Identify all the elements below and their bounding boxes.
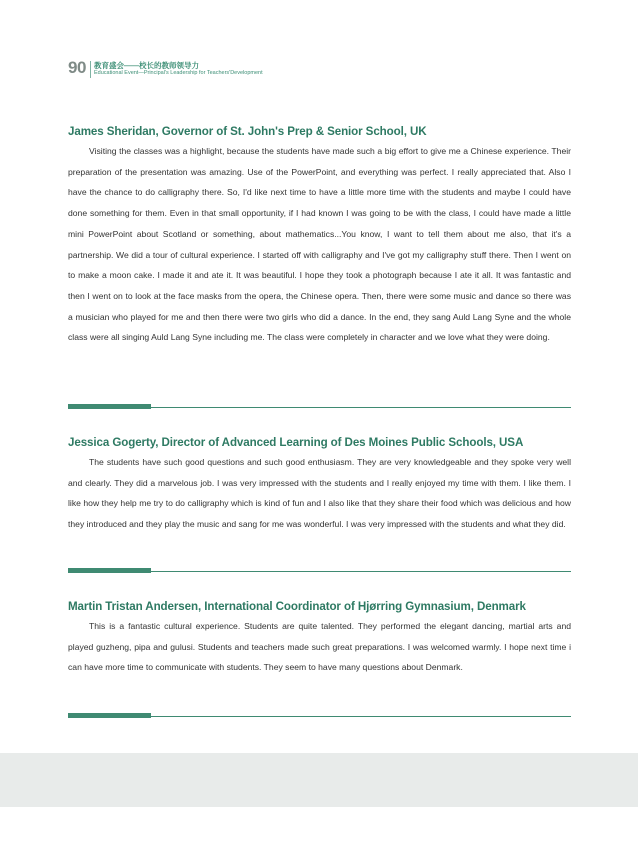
section-heading: Martin Tristan Andersen, International Coordinator of Hjørring Gymnasium, Denmark xyxy=(68,600,526,613)
section-body: Visiting the classes was a highlight, because the students have made such a big effort to give me a Chinese experience. Their preparation of the presentation was amazing. Use of the PowerPoint, and everything was perfect. I really appreciated that. Also I have the chance to do calligraphy there. So, I'd like next time to have a little more time with the students and maybe I could have done something for them. Even in that small opportunity, if I had known I was going to be with the class, I could have made a little mini PowerPoint about Scotland or something, about mathematics...You know, I want to tell them about me also, that it's a partnership. We did a tour of cultural experience. I started off with calligraphy and I've got my calligraphy stuff there. Then I went on to make a moon cake. I made it and ate it. It was beautiful. I hope they took a photograph because I ate it all. It was fantastic and then I went on to look at the face masks from the opera, the Chinese opera. Then, there were some music and dance so there was a musician who played for me and then there were two girls who did a dance. In the end, they sang Auld Lang Syne and the whole class were all singing Auld Lang Syne including me. The class were completely in character and we love what they were doing. xyxy=(68,146,571,343)
testimonial-section-3 xyxy=(68,600,571,678)
page-number: 90 xyxy=(68,58,86,77)
section-body: The students have such good questions and such good enthusiasm. They are very knowledgeable and they spoke very well and clearly. They did a marvelous job. I was very impressed with the students and I really enjoyed my time with them. I like them. I like how they help me try to do calligraphy which is kind of fun and I also like that they share their food which was delicious and how they introduced and they play the music and sang for me was wonderful. I was very impressed with the students and what they did. xyxy=(68,457,571,530)
testimonial-section-2 xyxy=(68,436,571,535)
header-title-cn: 教育盛会——校长的教师领导力 xyxy=(94,61,199,70)
section-heading: Jessica Gogerty, Director of Advanced Learning of Des Moines Public Schools, USA xyxy=(68,436,524,449)
section-body: This is a fantastic cultural experience. Students are quite talented. They performed the elegant dancing, martial arts and played guzheng, pipa and gulusi. Students and teachers made such great preparations. I was welcomed warmly. I hope next time i can have more time to communicate with students. They seem to have many questions about Denmark. xyxy=(68,621,571,673)
section-divider-2 xyxy=(68,568,571,574)
divider-accent xyxy=(68,713,151,718)
divider-accent xyxy=(68,568,151,573)
footer-band xyxy=(0,753,638,807)
section-divider-1 xyxy=(68,404,571,410)
testimonial-section-1 xyxy=(68,125,571,348)
section-divider-3 xyxy=(68,713,571,719)
header-divider xyxy=(90,61,91,78)
header-title-en: Educational Event—Principal's Leadership for Teachers'Development xyxy=(94,70,263,76)
section-heading: James Sheridan, Governor of St. John's Prep & Senior School, UK xyxy=(68,125,427,138)
divider-accent xyxy=(68,404,151,409)
